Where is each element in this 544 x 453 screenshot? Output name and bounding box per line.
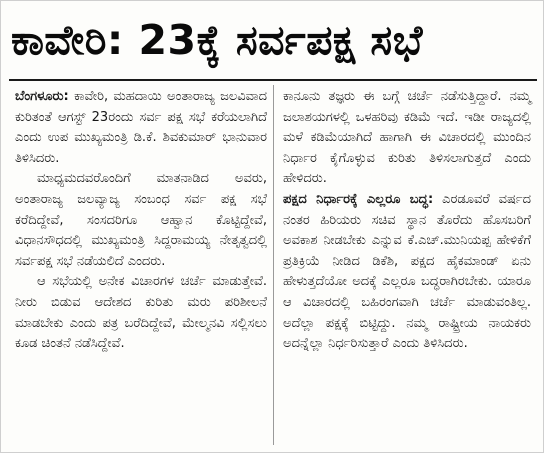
paragraph-text: ಮಾಧ್ಯಮದವರೊಂದಿಗೆ ಮಾತನಾಡಿದ ಅವರು, ಅಂತಾರಾಜ್ಯ ಜಲವ್ಯಾಜ್ಯ ಸಂಬಂಧ ಸರ್ವ ಪಕ್ಷ ಸಭೆ ಕರೆದಿದ್ದೇವೆ, ಸಂಸದರಿಗೂ ಆಹ್ವಾನ ಕೊಟ್ಟಿದ್ದೇವೆ, ವಿಧಾನಸೌಧದಲ್ಲಿ ಮುಖ್ಯಮಂತ್ರಿ ಸಿದ್ದರಾಮಯ್ಯ ನೇತೃತ್ವದಲ್ಲಿ ಸರ್ವಪಕ್ಷ ಸಭೆ ನಡೆಯಲಿದೆ ಎಂದರು. xyxy=(15,171,267,269)
paragraph-text: ಕಾವೇರಿ, ಮಹದಾಯಿ ಅಂತಾರಾಜ್ಯ ಜಲವಿವಾದ ಕುರಿತಂತೆ ಆಗಸ್ಟ್ 23ರಂದು ಸರ್ವ ಪಕ್ಷ ಸಭೆ ಕರೆಯಲಾಗಿದೆ ಎಂದು ಉಪ ಮುಖ್ಯಮಂತ್ರಿ ಡಿ.ಕೆ. ಶಿವಕುಮಾರ್ ಭಾನುವಾರ ತಿಳಿಸಿದರು. xyxy=(15,89,267,166)
paragraph-text: ಆ ಸಭೆಯಲ್ಲಿ ಅನೇಕ ವಿಚಾರಗಳ ಚರ್ಚೆ ಮಾಡುತ್ತೇವೆ. ನೀರು ಬಿಡುವ ಆದೇಶದ ಕುರಿತು ಮರು ಪರಿಶೀಲನೆ ಮಾಡಬೇಕು ಎಂದು ಪತ್ರ ಬರೆದಿದ್ದೇವೆ, ಮೇಲ್ಮನವಿ ಸಲ್ಲಿಸಲು ಕೂಡ ಚಿಂತನೆ ನಡೆಸಿದ್ದೇವೆ. xyxy=(15,274,267,352)
subheading: ಪಕ್ಷದ ನಿರ್ಧಾರಕ್ಕೆ ಎಲ್ಲರೂ ಬದ್ಧ: xyxy=(283,191,434,207)
column-divider xyxy=(273,85,274,445)
headline: ಕಾವೇರಿ: 23ಕ್ಕೆ ಸರ್ವಪಕ್ಷ ಸಭೆ xyxy=(11,16,423,64)
paragraph-1 xyxy=(15,87,267,169)
left-column xyxy=(15,87,267,355)
right-column xyxy=(283,87,531,355)
paragraph-5 xyxy=(283,190,531,355)
paragraph-4 xyxy=(283,87,531,190)
paragraph-text: ಎರಡೂವರೆ ವರ್ಷದ ನಂತರ ಹಿರಿಯರು ಸಚಿವ ಸ್ಥಾನ ತೊರೆದು ಹೊಸಬರಿಗೆ ಅವಕಾಶ ನೀಡಬೇಕು ಎನ್ನುವ ಕೆ.ಎಚ್.ಮುನಿಯಪ್ಪ ಹೇಳಿಕೆಗೆ ಪ್ರತಿಕ್ರಿಯೆ ನೀಡಿದ ಡಿಕೆಶಿ, ಪಕ್ಷದ ಹೈಕಮಾಂಡ್ ಏನು ಹೇಳುತ್ತದೆಯೋ ಅದಕ್ಕೆ ಎಲ್ಲರೂ ಬದ್ಧರಾಗಿರಬೇಕು. ಯಾರೂ ಆ ವಿಚಾರದಲ್ಲಿ ಬಹಿರಂಗವಾಗಿ ಚರ್ಚೆ ಮಾಡುವಂತಿಲ್ಲ. ಅದೆಲ್ಲಾ ಪಕ್ಷಕ್ಕೆ ಬಿಟ್ಟಿದ್ದು. ನಮ್ಮ ರಾಷ್ಟ್ರೀಯ ನಾಯಕರು ಅದನ್ನೆಲ್ಲಾ ನಿರ್ಧರಿಸುತ್ತಾರೆ ಎಂದು ತಿಳಿಸಿದರು. xyxy=(283,191,531,352)
paragraph-2 xyxy=(15,169,267,272)
paragraph-text: ಕಾನೂನು ತಜ್ಞರು ಈ ಬಗ್ಗೆ ಚರ್ಚೆ ನಡೆಸುತ್ತಿದ್ದಾರೆ. ನಮ್ಮ ಜಲಾಶಯಗಳಲ್ಲಿ ಒಳಹರಿವು ಕಡಿಮೆ ಇದೆ. ಇಡೀ ರಾಜ್ಯದಲ್ಲಿ ಮಳೆ ಕಡಿಮೆಯಾಗಿದೆ ಹಾಗಾಗಿ ಈ ವಿಚಾರದಲ್ಲಿ ಮುಂದಿನ ನಿರ್ಧಾರ ಕೈಗೊಳ್ಳುವ ಕುರಿತು ತಿಳಿಸಲಾಗುತ್ತದೆ ಎಂದು ಹೇಳಿದರು. xyxy=(283,89,531,187)
headline-rule xyxy=(9,79,537,81)
dateline: ಬೆಂಗಳೂರು: xyxy=(15,89,69,104)
paragraph-3 xyxy=(15,272,267,354)
